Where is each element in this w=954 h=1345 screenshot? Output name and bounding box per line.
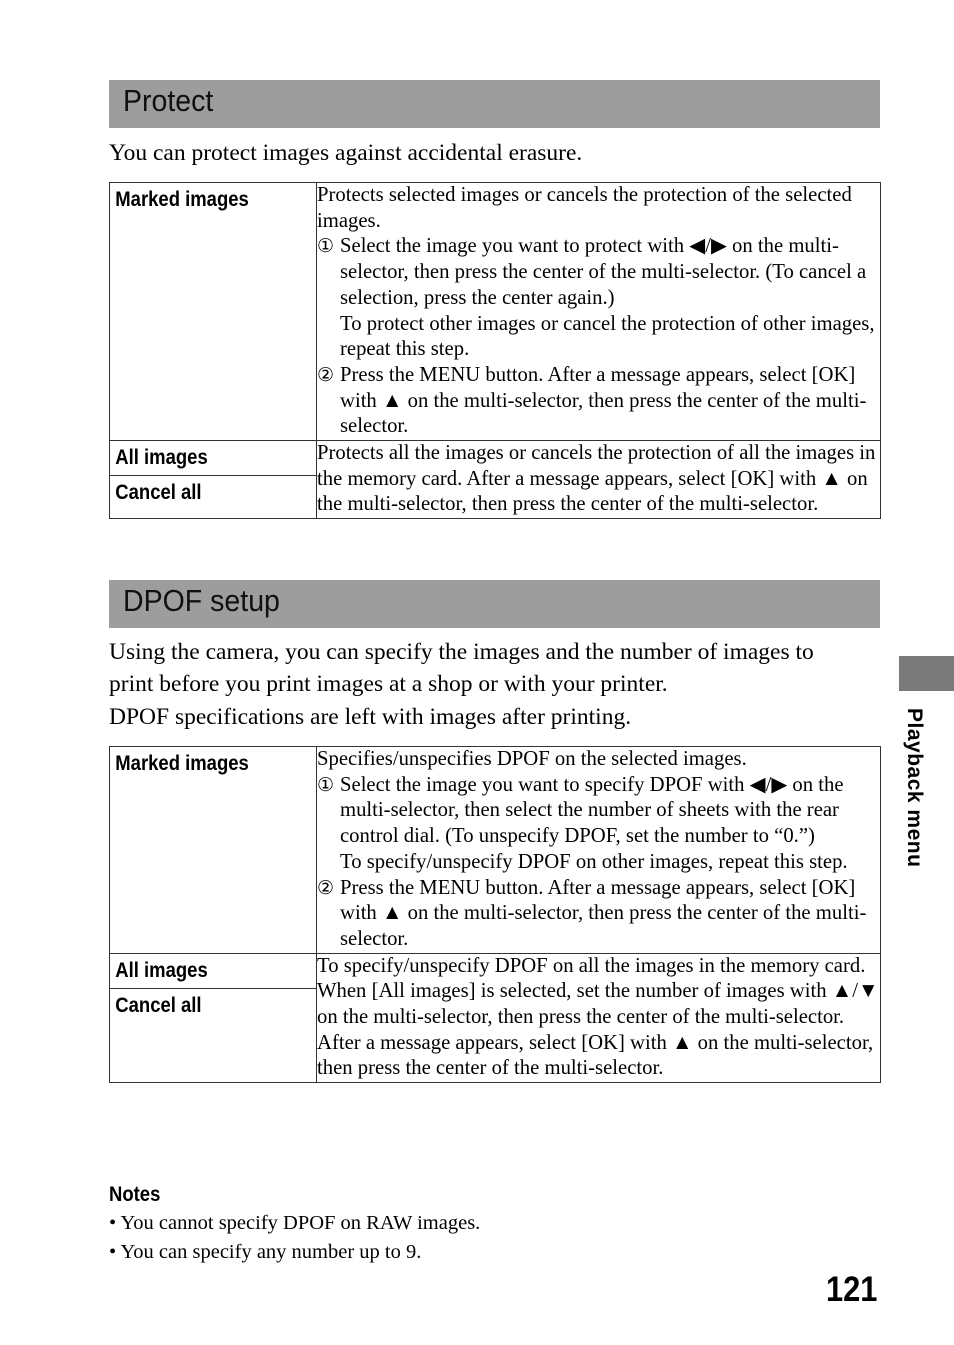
- chapter-tab-marker: [899, 656, 954, 691]
- step-item: [317, 363, 880, 440]
- step-number: ②: [317, 364, 335, 386]
- step-number: ①: [317, 236, 335, 258]
- table-row: [110, 183, 881, 441]
- dpof-table: [109, 746, 881, 1083]
- note-text: You can specify any number up to 9.: [120, 1241, 422, 1263]
- section-title: Protect: [123, 83, 214, 118]
- step-item: [317, 773, 880, 850]
- description-text: Specifies/unspecifies DPOF on the selected images.: [317, 748, 747, 770]
- step-subtext: To protect other images or cancel the protection of other images, repeat this step.: [340, 312, 875, 361]
- row-label-cell: [110, 441, 317, 476]
- table-row: [110, 441, 881, 476]
- step-text: Press the MENU button. After a message appears, select [OK] with ▲ on the multi-selector, then press the center of the multi-selector.: [340, 876, 867, 950]
- note-text: You cannot specify DPOF on RAW images.: [120, 1212, 481, 1234]
- row-label: Cancel all: [115, 481, 202, 505]
- row-label-cell: [110, 988, 317, 1083]
- notes-title: Notes: [109, 1183, 161, 1206]
- dpof-intro-line: DPOF specifications are left with images after printing.: [109, 704, 632, 730]
- step-item: [317, 234, 880, 311]
- note-item: • You cannot specify DPOF on RAW images.: [109, 1212, 481, 1234]
- dpof-intro-line: Using the camera, you can specify the images and the number of images to: [109, 639, 814, 665]
- row-label: Cancel all: [115, 993, 202, 1017]
- row-description: To specify/unspecify DPOF on all the images in the memory card. When [All images] is selected, set the number of images with ▲/▼ on the multi-selector, then press the center of the multi-selector. After a message appears, select [OK] with ▲ on the multi-selector, then press the center of the multi-selector.: [317, 953, 881, 1083]
- row-label-cell: [110, 747, 317, 954]
- step-subtext: To specify/unspecify DPOF on other images, repeat this step.: [340, 850, 848, 873]
- row-label: All images: [115, 446, 208, 470]
- page-number: 121: [826, 1270, 878, 1309]
- protect-table: [109, 182, 881, 519]
- row-label: Marked images: [115, 188, 249, 211]
- step-number: ①: [317, 774, 335, 796]
- row-label-cell: [110, 183, 317, 441]
- row-description: Protects all the images or cancels the protection of all the images in the memory card. After a message appears, select [OK] with ▲ on the multi-selector, then press the center of the multi-selector.: [317, 441, 881, 519]
- row-label-cell: [110, 476, 317, 519]
- dpof-intro-line: print before you print images at a shop or with your printer.: [109, 671, 668, 697]
- note-item: • You can specify any number up to 9.: [109, 1241, 422, 1263]
- row-label: Marked images: [115, 752, 249, 775]
- step-text: Press the MENU button. After a message appears, select [OK] with ▲ on the multi-selector, then press the center of the multi-selector.: [340, 363, 867, 438]
- section-title: DPOF setup: [123, 583, 280, 618]
- row-description: [317, 183, 881, 441]
- step-number: ②: [317, 877, 335, 899]
- row-description: [317, 747, 881, 954]
- protect-intro: You can protect images against accidental erasure.: [109, 140, 583, 166]
- section-header-protect: [109, 80, 880, 128]
- section-header-dpof: [109, 580, 880, 628]
- chapter-side-label: Playback menu: [903, 708, 926, 868]
- step-text: Select the image you want to protect with ◀/▶ on the multi-selector, then press the center of the multi-selector. (To cancel a selection, press the center again.): [340, 235, 867, 309]
- table-row: [110, 953, 881, 988]
- step-text: Select the image you want to specify DPOF with ◀/▶ on the multi-selector, then select the number of sheets with the rear control dial. (To unspecify DPOF, set the number to “0.”): [340, 773, 844, 848]
- description-text: Protects selected images or cancels the protection of the selected images.: [317, 184, 852, 232]
- table-row: [110, 747, 881, 954]
- step-item: [317, 876, 880, 953]
- row-label-cell: [110, 953, 317, 988]
- row-label: All images: [115, 958, 208, 982]
